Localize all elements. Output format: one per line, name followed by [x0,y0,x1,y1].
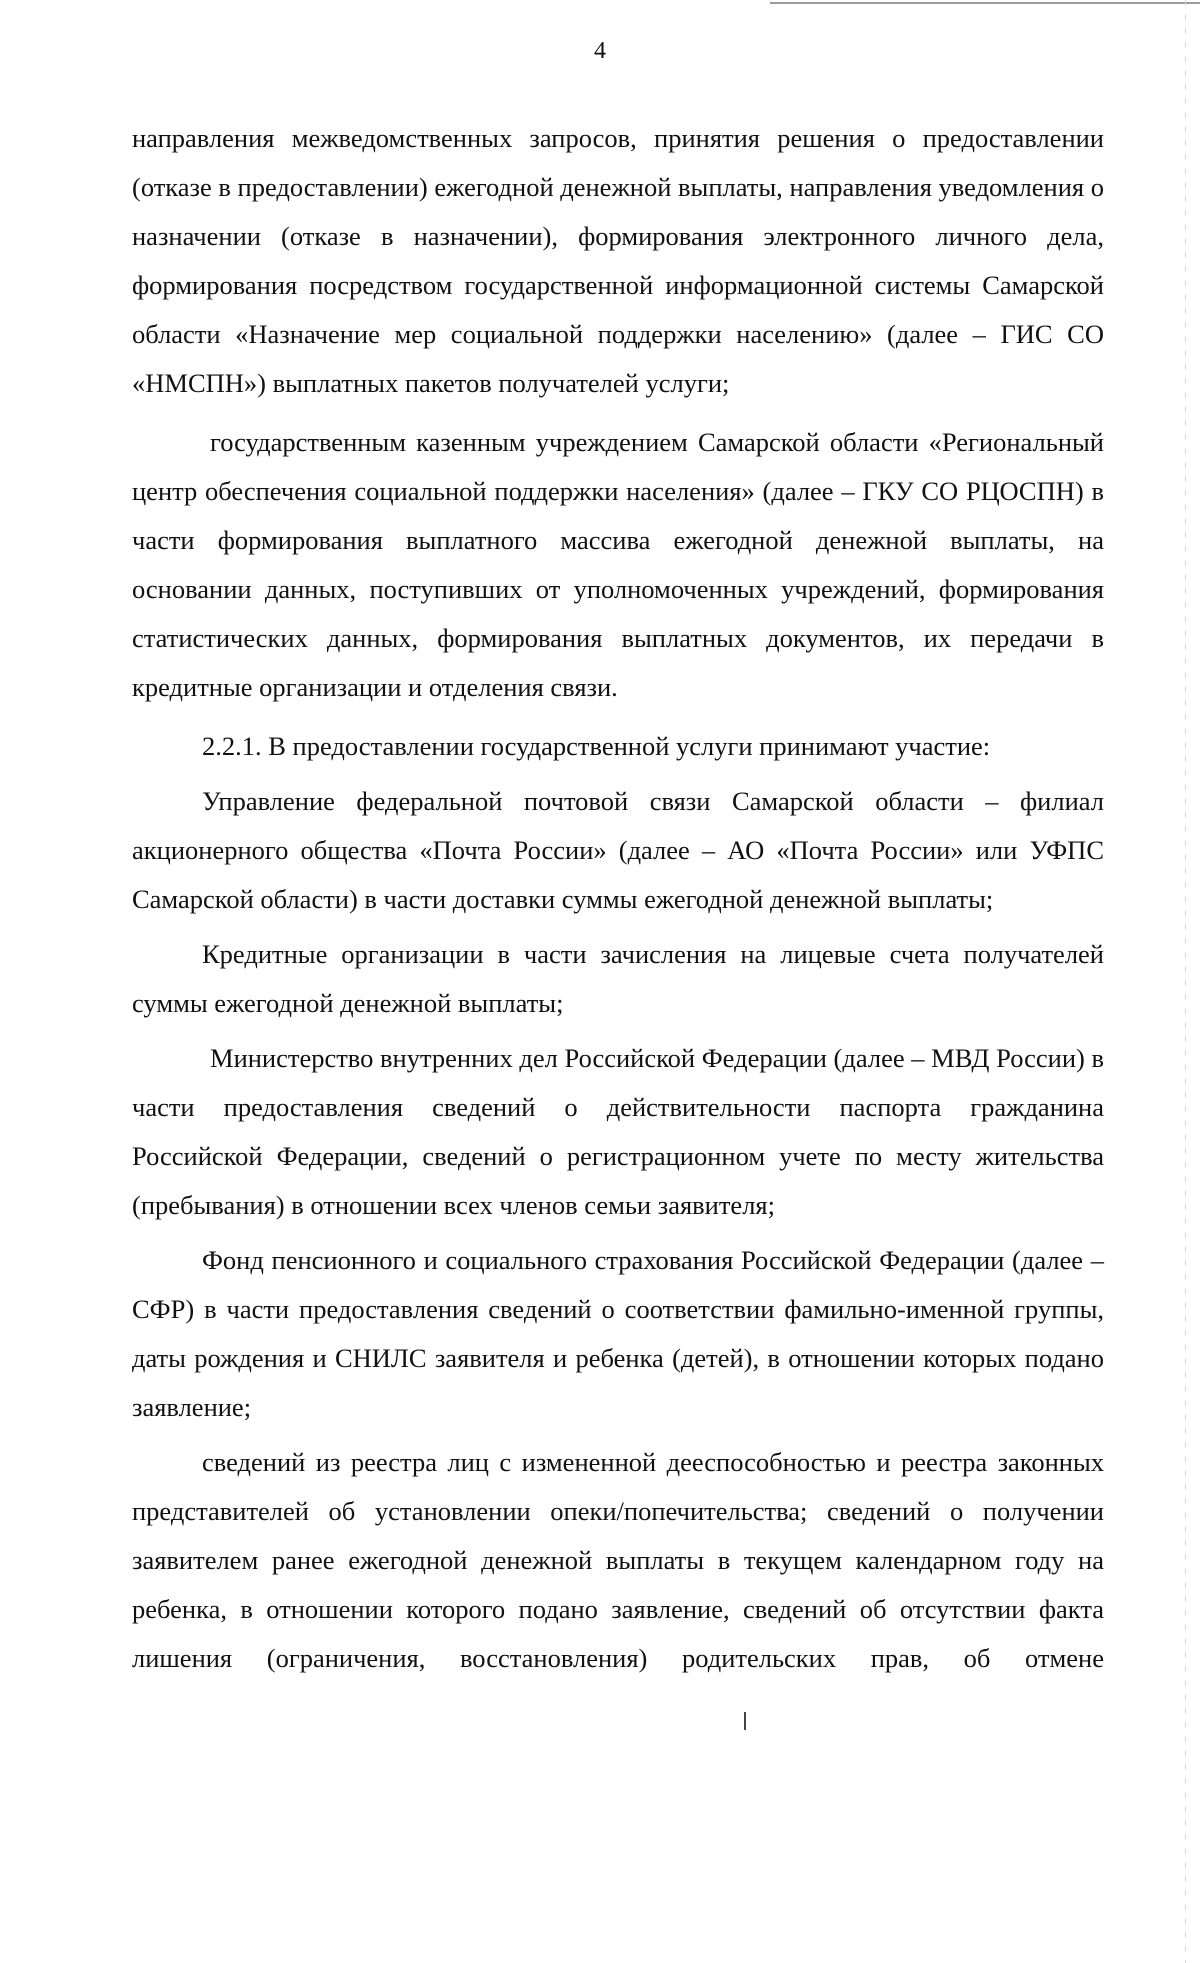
paragraph-pochta-rossii: Управление федеральной почтовой связи Самарской области – филиал акционерного общества «Почта России» (далее – АО «Почта России» или УФПС Самарской области) в части доставки суммы ежегодной денежной выплаты; [132,786,1104,914]
paragraph-credit-organizations: Кредитные организации в части зачисления на лицевые счета получателей суммы ежегодной денежной выплаты; [132,939,1104,1018]
paragraph-sfr: Фонд пенсионного и социального страхования Российской Федерации (далее – СФР) в части предоставления сведений о соответствии фамильно-именной группы, даты рождения и СНИЛС заявителя и ребенка (детей), в отношении которых подано заявление; [132,1245,1104,1422]
paragraph-participants-heading: 2.2.1. В предоставлении государственной услуги принимают участие: [202,731,991,761]
scan-edge-line [770,2,1200,4]
page-number: 4 [594,38,606,64]
scan-mark [744,1712,746,1730]
paragraph-registry-info: сведений из реестра лиц с измененной дееспособностью и реестра законных представителей об установлении опеки/попечительства; сведений о получении заявителем ранее ежегодной денежной выплаты в текущем календарном году на ребенка, в отношении которого подано заявление, сведений об отсутствии факта лишения (ограничения, восстановления) родительских прав, об отмене [132,1447,1104,1673]
paragraph-requests: направления межведомственных запросов, принятия решения о предоставлении (отказе в предоставлении) ежегодной денежной выплаты, направления уведомления о назначении (отказе в назначении), формирования электронного личного дела, формирования посредством государственной информационной системы Самарской области «Назначение мер социальной поддержки населению» (далее – ГИС СО «НМСПН») выплатных пакетов получателей услуги; [132,123,1104,398]
paragraph-gku-rtsospn: государственным казенным учреждением Самарской области «Региональный центр обеспечения социальной поддержки населения» (далее – ГКУ СО РЦОСПН) в части формирования выплатного массива ежегодной денежной выплаты, на основании данных, поступивших от уполномоченных учреждений, формирования статистических данных, формирования выплатных документов, их передачи в кредитные организации и отделения связи. [132,427,1104,702]
scan-edge-shadow [1185,0,1186,1963]
document-body [132,114,1104,1683]
paragraph-mvd: Министерство внутренних дел Российской Федерации (далее – МВД России) в части предоставления сведений о действительности паспорта гражданина Российской Федерации, сведений о регистрационном учете по месту жительства (пребывания) в отношении всех членов семьи заявителя; [132,1043,1104,1220]
